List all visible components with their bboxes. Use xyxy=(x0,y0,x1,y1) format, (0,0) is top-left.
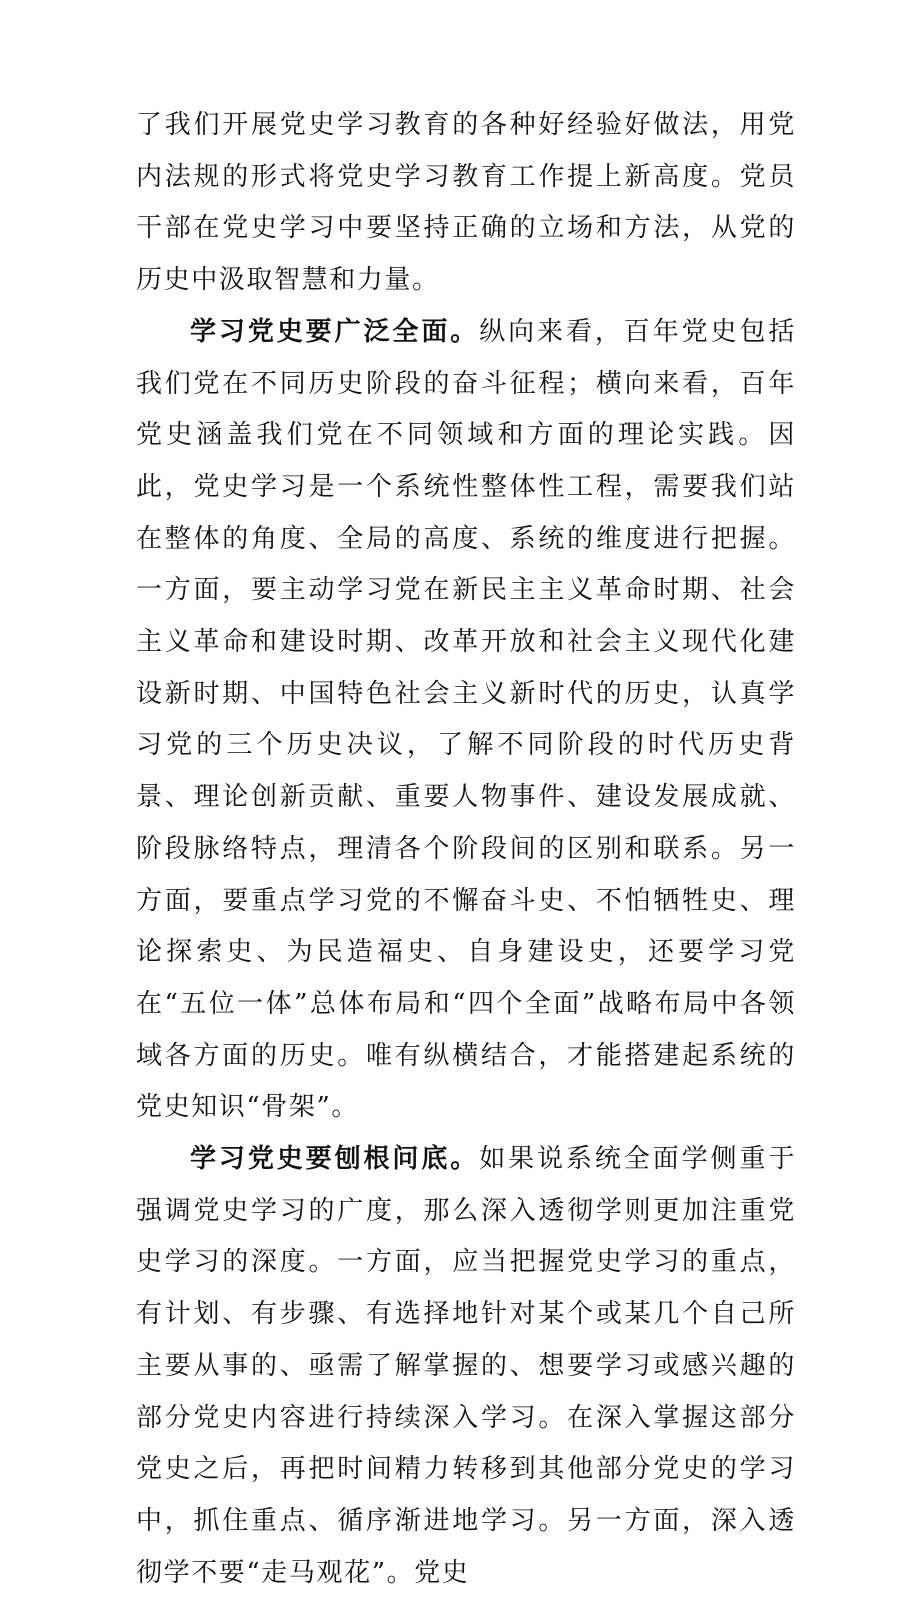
paragraph-text: 了我们开展党史学习教育的各种好经验好做法，用党内法规的形式将党史学习教育工作提上新高度。党员干部在党史学习中要坚持正确的立场和方法，从党的历史中汲取智慧和力量。 xyxy=(136,110,796,296)
paragraph-in-depth-study xyxy=(136,1134,796,1599)
document-body xyxy=(136,100,796,1599)
paragraph-text: 如果说系统全面学侧重于强调党史学习的广度，那么深入透彻学则更加注重党史学习的深度。一方面，应当把握党史学习的重点，有计划、有步骤、有选择地针对某个或某几个自己所主要从事的、亟需了解掌握的、想要学习或感兴趣的部分党史内容进行持续深入学习。在深入掌握这部分党史之后，再把时间精力转移到其他部分党史的学习中，抓住重点、循序渐进地学习。另一方面，深入透彻学不要“走马观花”。党史 xyxy=(136,1144,796,1588)
paragraph-lead-heading: 学习党史要刨根问底。 xyxy=(190,1144,480,1175)
paragraph-text: 纵向来看，百年党史包括我们党在不同历史阶段的奋斗征程；横向来看，百年党史涵盖我们党在不同领域和方面的理论实践。因此，党史学习是一个系统性整体性工程，需要我们站在整体的角度、全局的高度、系统的维度进行把握。一方面，要主动学习党在新民主主义革命时期、社会主义革命和建设时期、改革开放和社会主义现代化建设新时期、中国特色社会主义新时代的历史，认真学习党的三个历史决议，了解不同阶段的时代历史背景、理论创新贡献、重要人物事件、建设发展成就、阶段脉络特点，理清各个阶段间的区别和联系。另一方面，要重点学习党的不懈奋斗史、不怕牺牲史、理论探索史、为民造福史、自身建设史，还要学习党在“五位一体”总体布局和“四个全面”战略布局中各领域各方面的历史。唯有纵横结合，才能搭建起系统的党史知识“骨架”。 xyxy=(136,316,796,1123)
paragraph-continuation xyxy=(136,100,796,307)
paragraph-lead-heading: 学习党史要广泛全面。 xyxy=(190,316,480,347)
paragraph-comprehensive-study xyxy=(136,307,796,1134)
